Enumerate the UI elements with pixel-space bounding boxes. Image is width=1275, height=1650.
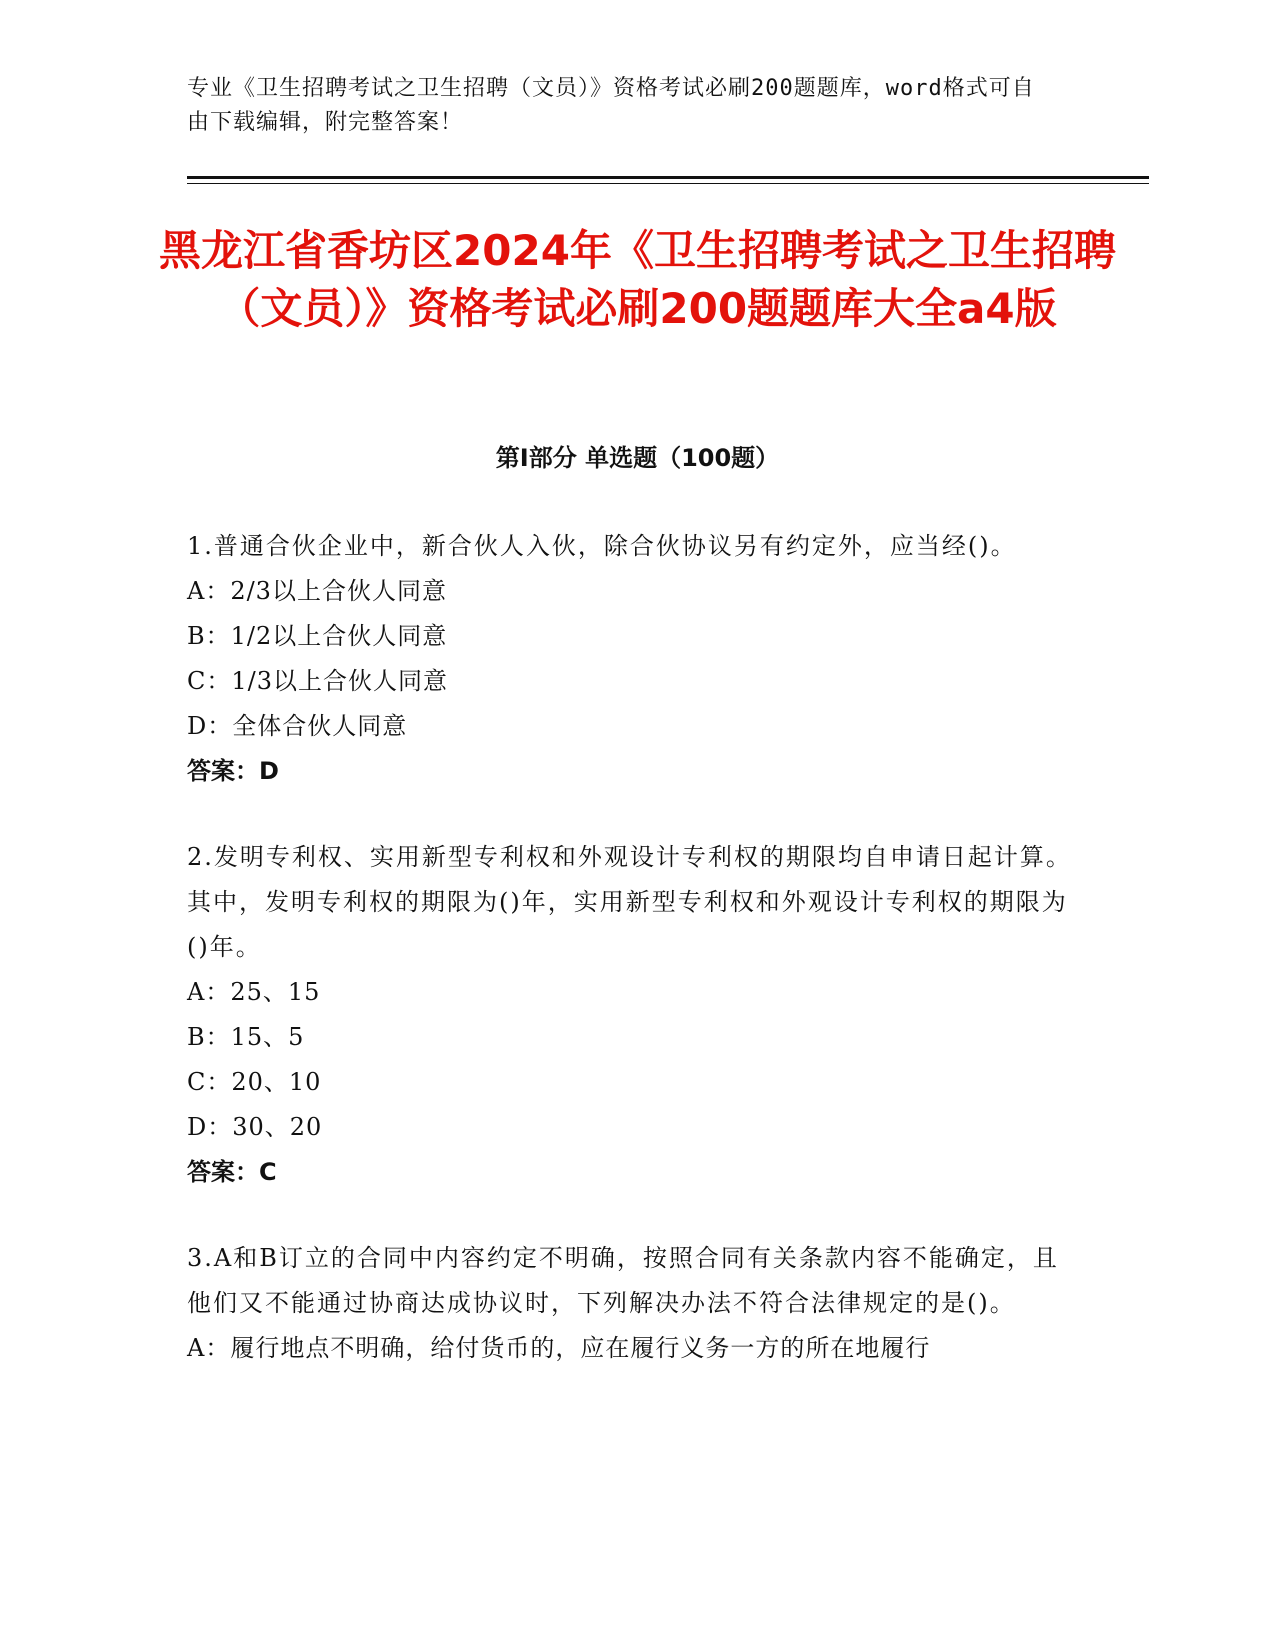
question-2 (187, 835, 1082, 1195)
option-c: C：1/3以上合伙人同意 (187, 667, 448, 695)
option-a: A：2/3以上合伙人同意 (187, 577, 447, 605)
question-3 (187, 1236, 1082, 1371)
question-stem: 1.普通合伙企业中，新合伙人入伙，除合伙协议另有约定外，应当经()。 (187, 532, 1017, 560)
question-stem: 2.发明专利权、实用新型专利权和外观设计专利权的期限均自申请日起计算。其中，发明专利权的期限为()年，实用新型专利权和外观设计专利权的期限为()年。 (187, 843, 1072, 961)
option-a: A：履行地点不明确，给付货币的，应在履行义务一方的所在地履行 (187, 1334, 931, 1362)
option-b: B：15、5 (187, 1023, 305, 1051)
header-divider-thin (187, 183, 1149, 184)
question-list (187, 524, 1082, 1412)
header-divider-thick (187, 176, 1149, 179)
option-c: C：20、10 (187, 1068, 322, 1096)
document-title: 黑龙江省香坊区2024年《卫生招聘考试之卫生招聘（文员）》资格考试必刷200题题库大全a4版 (159, 226, 1116, 333)
question-1 (187, 524, 1082, 794)
option-d: D：全体合伙人同意 (187, 712, 408, 740)
option-d: D：30、20 (187, 1113, 323, 1141)
answer: 答案：C (187, 1158, 277, 1186)
option-b: B：1/2以上合伙人同意 (187, 622, 448, 650)
header-note: 专业《卫生招聘考试之卫生招聘（文员）》资格考试必刷200题题库，word格式可自由下载编辑，附完整答案！ (187, 76, 1035, 135)
question-stem: 3.A和B订立的合同中内容约定不明确，按照合同有关条款内容不能确定，且他们又不能通过协商达成协议时，下列解决办法不符合法律规定的是()。 (187, 1244, 1059, 1317)
answer: 答案：D (187, 757, 279, 785)
section-title: 第I部分 单选题（100题） (495, 444, 780, 472)
option-a: A：25、15 (187, 978, 321, 1006)
